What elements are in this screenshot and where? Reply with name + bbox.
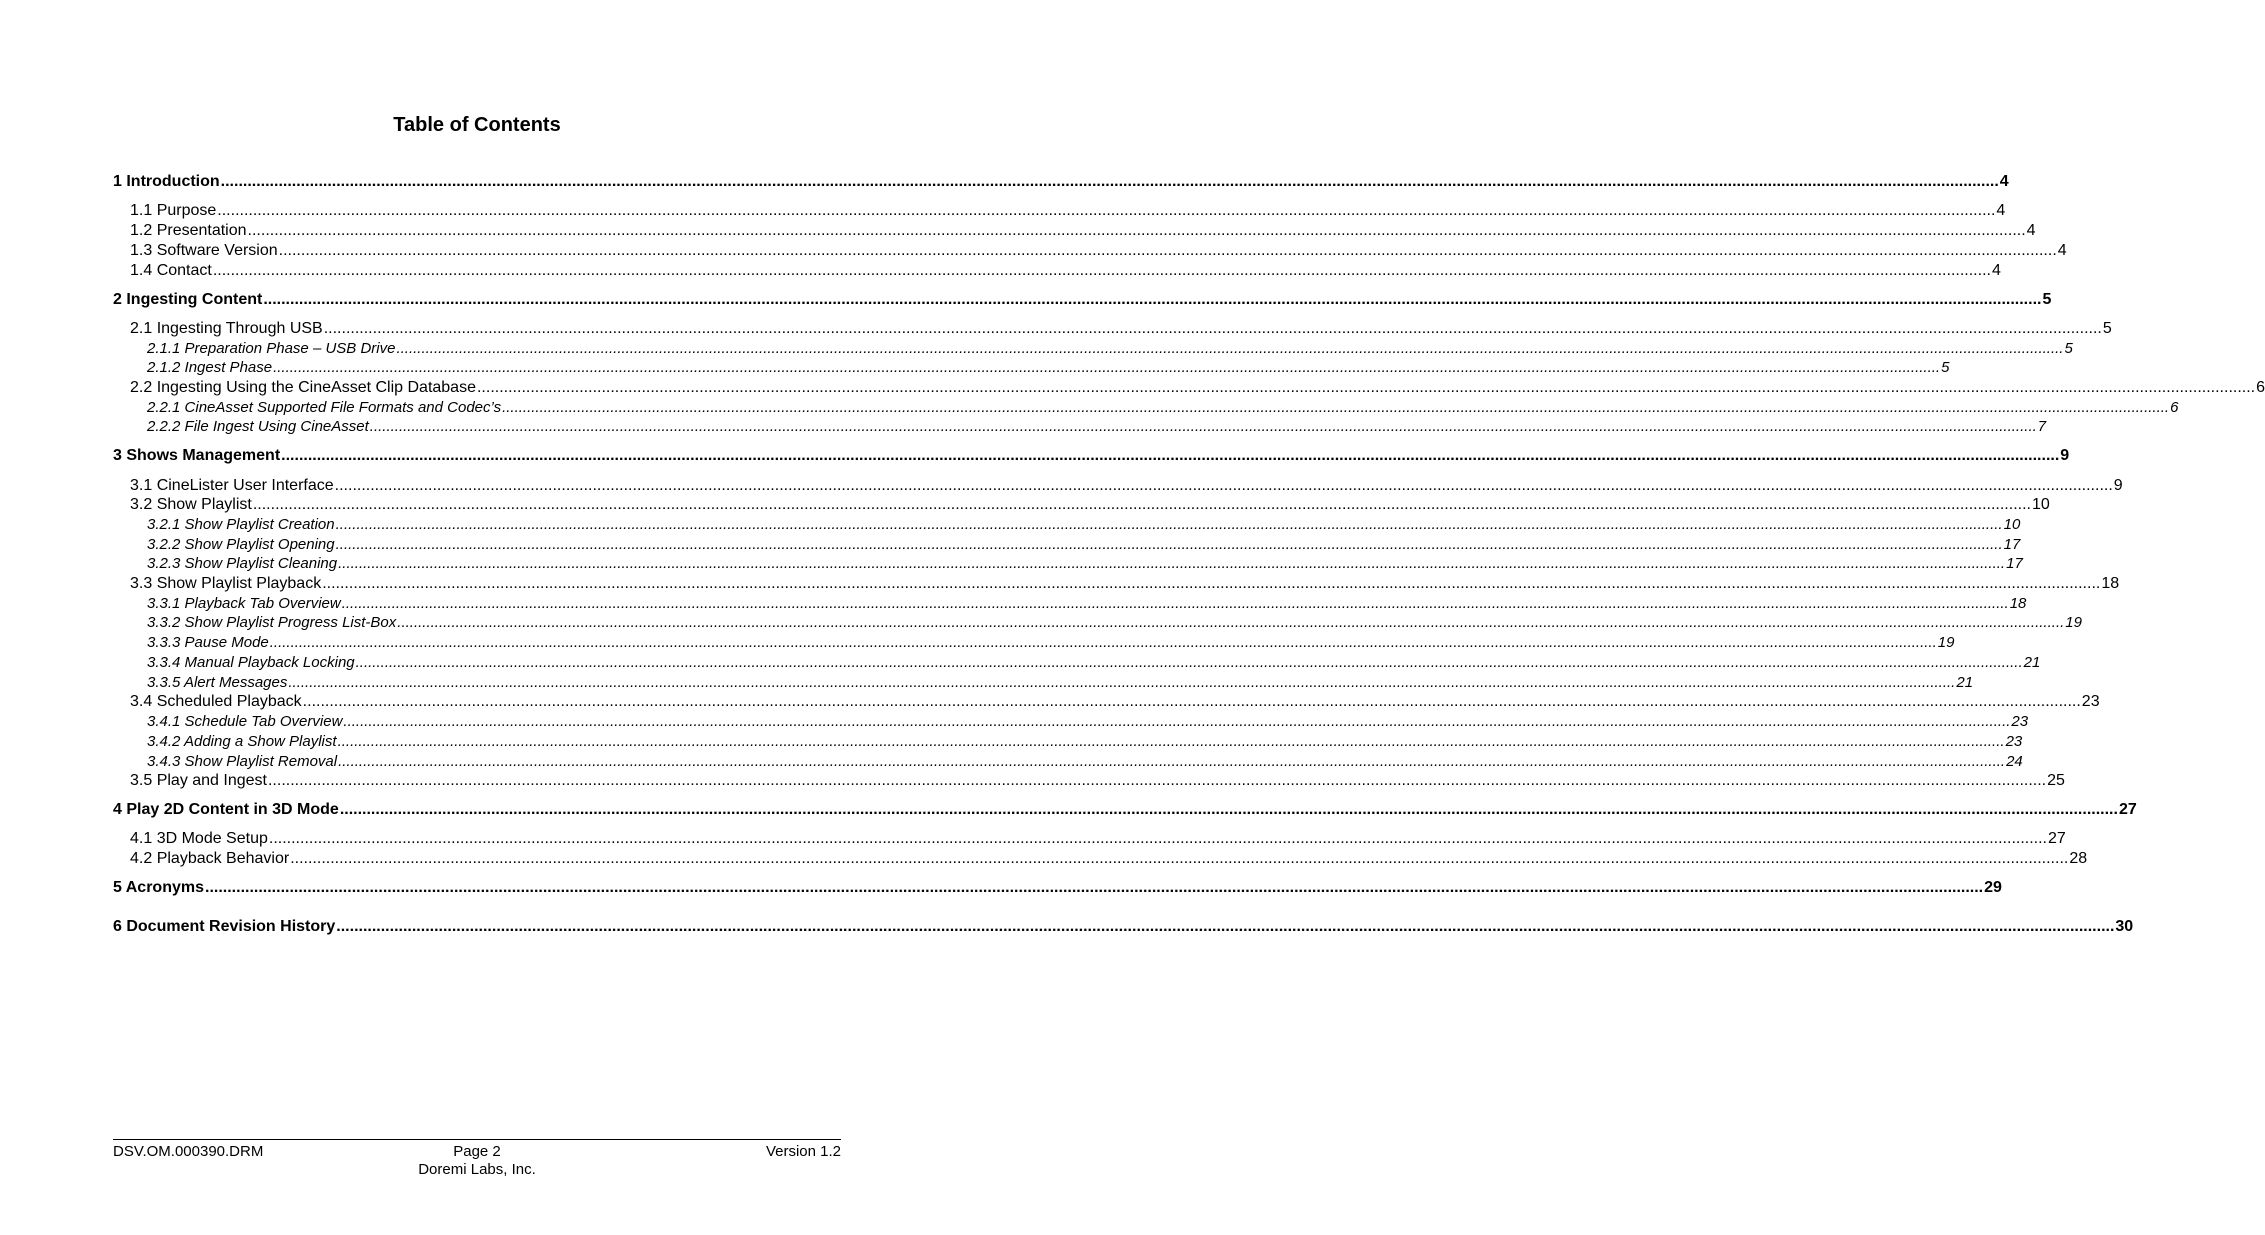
toc-page-number: 23 — [2011, 713, 2029, 730]
toc-entry-level-3[interactable] — [147, 712, 2029, 731]
toc-dot-leader: ................................................................................................................................................................................................................................................................................................................................................................................................................ — [278, 242, 2057, 259]
toc-page-number: 18 — [2101, 575, 2120, 592]
toc-entry-level-3[interactable] — [147, 732, 2023, 751]
toc-entry-level-3[interactable] — [147, 633, 1955, 652]
toc-page-number: 24 — [2006, 753, 2023, 770]
toc-entry-level-3[interactable] — [147, 358, 1950, 377]
toc-page-number: 23 — [2081, 693, 2100, 710]
toc-dot-leader: ................................................................................................................................................................................................................................................................................................................................................................................................................ — [476, 379, 2256, 396]
toc-entry-level-1[interactable] — [113, 290, 2052, 310]
toc-dot-leader: ................................................................................................................................................................................................................................................................................................................................................................................................................ — [355, 654, 2023, 671]
toc-page-number: 7 — [2037, 418, 2047, 435]
toc-entry-level-3[interactable] — [147, 417, 2047, 436]
toc-entry-level-3[interactable] — [147, 398, 2179, 417]
toc-dot-leader: ................................................................................................................................................................................................................................................................................................................................................................................................................ — [337, 733, 2005, 750]
toc-dot-leader: ................................................................................................................................................................................................................................................................................................................................................................................................................ — [343, 713, 2011, 730]
toc-entry-title: 1.4 Contact — [130, 262, 212, 279]
toc-page-number: 21 — [1956, 674, 1974, 691]
toc-entry-title: 3.3.5 Alert Messages — [147, 674, 288, 691]
toc-dot-leader: ................................................................................................................................................................................................................................................................................................................................................................................................................ — [502, 399, 2170, 416]
footer-doc-id: DSV.OM.000390.DRM — [113, 1143, 264, 1160]
page-title: Table of Contents — [393, 114, 561, 136]
toc-entry-level-3[interactable] — [147, 339, 2073, 358]
toc-page-number: 5 — [2102, 320, 2112, 337]
toc-page-number: 5 — [2064, 340, 2073, 357]
toc-dot-leader: ................................................................................................................................................................................................................................................................................................................................................................................................................ — [290, 850, 2069, 867]
toc-entry-title: 2.2.2 File Ingest Using CineAsset — [147, 418, 369, 435]
toc-page-number: 9 — [2113, 477, 2123, 494]
toc-dot-leader: ................................................................................................................................................................................................................................................................................................................................................................................................................ — [247, 222, 2026, 239]
toc-entry-level-3[interactable] — [147, 673, 1974, 692]
toc-dot-leader: ................................................................................................................................................................................................................................................................................................................................................................................................................ — [369, 418, 2037, 435]
toc-entry-title: 2.2 Ingesting Using the CineAsset Clip Database — [130, 379, 476, 396]
toc-entry-title: 3.4 Scheduled Playback — [130, 693, 302, 710]
toc-page-number: 4 — [2057, 242, 2067, 259]
toc-page-number: 10 — [2031, 496, 2050, 513]
footer-company: Doremi Labs, Inc. — [418, 1161, 536, 1178]
toc-entry-level-3[interactable] — [147, 752, 2023, 771]
toc-entry-level-2[interactable] — [130, 692, 2100, 712]
toc-entry-title: 4.1 3D Mode Setup — [130, 830, 268, 847]
toc-page-number: 25 — [2047, 772, 2065, 789]
toc-dot-leader: ................................................................................................................................................................................................................................................................................................................................................................................................................ — [341, 595, 2009, 612]
toc-entry-title: 3.2.1 Show Playlist Creation — [147, 516, 335, 533]
toc-entry-title: 3.3.4 Manual Playback Locking — [147, 654, 355, 671]
toc-dot-leader: ................................................................................................................................................................................................................................................................................................................................................................................................................ — [338, 555, 2006, 572]
toc-entry-title: 3.2.3 Show Playlist Cleaning — [147, 555, 338, 572]
toc-page-number: 30 — [2115, 918, 2134, 935]
toc-entry-title: 3.3 Show Playlist Playback — [130, 575, 322, 592]
toc-entry-title: 3.3.2 Show Playlist Progress List-Box — [147, 614, 397, 631]
toc-entry-title: 3.3.1 Playback Tab Overview — [147, 595, 341, 612]
toc-entry-level-3[interactable] — [147, 613, 2082, 632]
toc-dot-leader: ................................................................................................................................................................................................................................................................................................................................................................................................................ — [263, 291, 2042, 308]
toc-dot-leader: ................................................................................................................................................................................................................................................................................................................................................................................................................ — [339, 801, 2118, 818]
toc-page-number: 23 — [2005, 733, 2023, 750]
toc-dot-leader: ................................................................................................................................................................................................................................................................................................................................................................................................................ — [269, 634, 1937, 651]
toc-entry-title: 6 Document Revision History — [113, 918, 336, 935]
toc-page-number: 17 — [2006, 555, 2023, 572]
toc-entry-title: 3.2 Show Playlist — [130, 496, 252, 513]
toc-dot-leader: ................................................................................................................................................................................................................................................................................................................................................................................................................ — [220, 173, 1999, 190]
toc-entry-level-2[interactable] — [130, 201, 2006, 221]
toc-entry-title: 2 Ingesting Content — [113, 291, 263, 308]
toc-dot-leader: ................................................................................................................................................................................................................................................................................................................................................................................................................ — [336, 918, 2115, 935]
toc-page-number: 4 — [1999, 173, 2009, 190]
toc-entry-level-2[interactable] — [130, 241, 2067, 261]
toc-dot-leader: ................................................................................................................................................................................................................................................................................................................................................................................................................ — [212, 262, 1991, 279]
toc-entry-level-2[interactable] — [130, 829, 2066, 849]
toc-entry-level-2[interactable] — [130, 476, 2123, 496]
toc-entry-level-2[interactable] — [130, 495, 2050, 515]
toc-dot-leader: ................................................................................................................................................................................................................................................................................................................................................................................................................ — [281, 447, 2060, 464]
toc-page-number: 27 — [2118, 801, 2137, 818]
toc-entry-title: 5 Acronyms — [113, 879, 204, 896]
toc-entry-title: 3.4.3 Show Playlist Removal — [147, 753, 338, 770]
toc-entry-title: 1.3 Software Version — [130, 242, 278, 259]
toc-entry-level-1[interactable] — [113, 172, 2009, 192]
toc-dot-leader: ................................................................................................................................................................................................................................................................................................................................................................................................................ — [288, 674, 1956, 691]
toc-page-number: 10 — [2003, 516, 2021, 533]
toc-entry-title: 4 Play 2D Content in 3D Mode — [113, 801, 339, 818]
toc-page-number: 4 — [1991, 262, 2001, 279]
toc-page-number: 4 — [1996, 202, 2006, 219]
toc-dot-leader: ................................................................................................................................................................................................................................................................................................................................................................................................................ — [205, 879, 1984, 896]
toc-entry-level-3[interactable] — [147, 554, 2023, 573]
toc-page-number: 19 — [2065, 614, 2082, 631]
toc-page-number: 5 — [2042, 291, 2052, 308]
toc-page-number: 19 — [1937, 634, 1955, 651]
toc-dot-leader: ................................................................................................................................................................................................................................................................................................................................................................................................................ — [273, 359, 1941, 376]
toc-dot-leader: ................................................................................................................................................................................................................................................................................................................................................................................................................ — [302, 693, 2081, 710]
toc-entry-level-1[interactable] — [113, 800, 2137, 820]
toc-entry-title: 3.4.1 Schedule Tab Overview — [147, 713, 343, 730]
toc-entry-title: 1 Introduction — [113, 173, 220, 190]
toc-page-number: 5 — [1941, 359, 1950, 376]
footer-divider — [113, 1139, 841, 1140]
toc-entry-level-2[interactable] — [130, 261, 2001, 281]
toc-page-number: 6 — [2256, 379, 2265, 396]
toc-entry-level-3[interactable] — [147, 653, 2041, 672]
toc-entry-level-3[interactable] — [147, 594, 2027, 613]
toc-entry-level-2[interactable] — [130, 771, 2065, 791]
toc-entry-level-3[interactable] — [147, 535, 2021, 554]
toc-dot-leader: ................................................................................................................................................................................................................................................................................................................................................................................................................ — [397, 614, 2065, 631]
toc-entry-level-2[interactable] — [130, 378, 2265, 398]
toc-entry-level-2[interactable] — [130, 574, 2120, 594]
toc-dot-leader: ................................................................................................................................................................................................................................................................................................................................................................................................................ — [396, 340, 2064, 357]
toc-page-number: 27 — [2048, 830, 2066, 847]
toc-dot-leader: ................................................................................................................................................................................................................................................................................................................................................................................................................ — [268, 830, 2047, 847]
toc-entry-title: 1.1 Purpose — [130, 202, 217, 219]
toc-page-number: 6 — [2170, 399, 2179, 416]
toc-entry-level-1[interactable] — [113, 446, 2070, 466]
toc-entry-level-2[interactable] — [130, 221, 2036, 241]
toc-dot-leader: ................................................................................................................................................................................................................................................................................................................................................................................................................ — [334, 477, 2113, 494]
toc-entry-title: 2.1.2 Ingest Phase — [147, 359, 273, 376]
toc-dot-leader: ................................................................................................................................................................................................................................................................................................................................................................................................................ — [322, 575, 2101, 592]
toc-dot-leader: ................................................................................................................................................................................................................................................................................................................................................................................................................ — [217, 202, 1996, 219]
toc-entry-level-2[interactable] — [130, 319, 2112, 339]
toc-page-number: 4 — [2026, 222, 2036, 239]
toc-entry-title: 3.1 CineLister User Interface — [130, 477, 334, 494]
toc-entry-title: 2.1 Ingesting Through USB — [130, 320, 323, 337]
toc-entry-title: 3.3.3 Pause Mode — [147, 634, 269, 651]
toc-entry-title: 2.1.1 Preparation Phase – USB Drive — [147, 340, 396, 357]
toc-page-number: 21 — [2023, 654, 2041, 671]
toc-entry-title: 2.2.1 CineAsset Supported File Formats and Codec’s — [147, 399, 502, 416]
toc-entry-title: 4.2 Playback Behavior — [130, 850, 290, 867]
toc-dot-leader: ................................................................................................................................................................................................................................................................................................................................................................................................................ — [267, 772, 2047, 789]
toc-dot-leader: ................................................................................................................................................................................................................................................................................................................................................................................................................ — [335, 516, 2003, 533]
toc-dot-leader: ................................................................................................................................................................................................................................................................................................................................................................................................................ — [338, 753, 2006, 770]
toc-entry-level-1[interactable] — [113, 878, 2002, 898]
toc-dot-leader: ................................................................................................................................................................................................................................................................................................................................................................................................................ — [335, 536, 2003, 553]
toc-entry-level-2[interactable] — [130, 849, 2088, 869]
toc-entry-title: 3.2.2 Show Playlist Opening — [147, 536, 335, 553]
toc-dot-leader: ................................................................................................................................................................................................................................................................................................................................................................................................................ — [323, 320, 2102, 337]
footer-version: Version 1.2 — [765, 1143, 841, 1160]
toc-dot-leader: ................................................................................................................................................................................................................................................................................................................................................................................................................ — [252, 496, 2031, 513]
toc-entry-title: 3 Shows Management — [113, 447, 281, 464]
footer-page-number: Page 2 — [453, 1143, 501, 1160]
toc-page-number: 29 — [1984, 879, 2002, 896]
toc-page-number: 17 — [2003, 536, 2021, 553]
toc-page-number: 9 — [2060, 447, 2070, 464]
toc-entry-title: 3.4.2 Adding a Show Playlist — [147, 733, 337, 750]
toc-entry-title: 3.5 Play and Ingest — [130, 772, 267, 789]
toc-entry-level-1[interactable] — [113, 917, 2134, 937]
toc-page-number: 28 — [2069, 850, 2088, 867]
toc-entry-title: 1.2 Presentation — [130, 222, 247, 239]
toc-entry-level-3[interactable] — [147, 515, 2021, 534]
toc-page-number: 18 — [2009, 595, 2027, 612]
